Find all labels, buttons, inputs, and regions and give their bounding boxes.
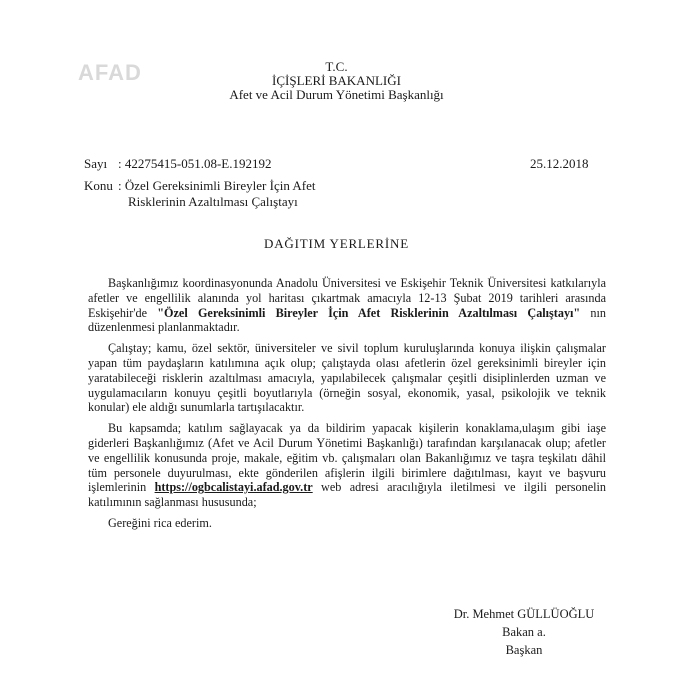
header-directorate: Afet ve Acil Durum Yönetimi Başkanlığı (229, 87, 444, 102)
sayi-value: : 42275415-051.08-E.192192 (118, 156, 272, 171)
konu-label: Konu (84, 178, 113, 193)
paragraph-1-text-a: Başkanlığımız koordinasyonunda Anadolu Üniversitesi ve Eskişehir Teknik Üniversitesi katkılarıyla afetler ve engellilik alanında yol haritası çıkartmak amacıyla 12-13 Şubat 2019 tarihleri arasında Eskişehir'de (88, 276, 606, 320)
paragraph-3-text-b: web adresi aracılığıyla iletilmesi ve ilgili personelin katılımının sağlanması hususunda; (88, 480, 607, 510)
document-date: 25.12.2018 (530, 156, 589, 171)
paragraph-2: Çalıştay; kamu, özel sektör, üniversiteler ve sivil toplum kuruluşlarında konuya ilişkin çalışmalar yapan tüm paydaşların katılımına açık olup; çalıştayda olası afetlerin özel gereksinimli bireyler için yaratabileceği risklerin azaltılması amacıyla, yapılabilecek çalışmalar çeşitli disiplinlerden uzman ve uygulamacıların konuyu çeşitli boyutlarıyla (örneğin sosyal, ekonomik, yasal, psikolojik ve teknik konular) ele aldığı sunumlarla tartışılacaktır. (88, 341, 606, 415)
registration-link[interactable]: https://ogbcalistayi.afad.gov.tr (154, 480, 313, 495)
header-tc: T.C. (325, 59, 348, 74)
header-ministry: İÇİŞLERİ BAKANLIĞI (272, 73, 401, 88)
konu-value-line2: Risklerinin Azaltılması Çalıştayı (128, 194, 298, 209)
paragraph-3 (88, 421, 606, 510)
paragraph-3-text-a: Bu kapsamda; katılım sağlayacak ya da bildirim yapacak kişilerin konaklama,ulaşım gibi iaşe giderleri Başkanlığımız (Afet ve Acil Durum Yönetimi Başkanlığı) tarafından karşılanacak olup; afetler ve engellilik konusunda proje, makale, eğitim vb. çalışmaları olan Bakanlığımız ve taşra teşkilatı dâhil tüm personele duyurulması, ekte gönderilen afişlerin ilgili birimlere dağıtılması, kayıt ve başvuru işlemlerinin (88, 421, 606, 495)
paragraph-1 (88, 276, 606, 335)
afad-logo: AFAD (78, 60, 142, 85)
recipients-heading: DAĞITIM YERLERİNE (264, 236, 409, 251)
signatory-on-behalf: Bakan a. (502, 625, 546, 639)
signatory-title: Başkan (505, 643, 543, 657)
sayi-label: Sayı (84, 156, 108, 171)
konu-value-line1: : Özel Gereksinimli Bireyler İçin Afet (118, 178, 316, 193)
paragraph-1-text-b: nın düzenlenmesi planlanmaktadır. (88, 305, 606, 335)
workshop-title: "Özel Gereksinimli Bireyler İçin Afet Risklerinin Azaltılması Çalıştayı" (157, 305, 581, 320)
closing-line: Gereğini rica ederim. (108, 515, 212, 530)
letter-body (88, 276, 606, 537)
signatory-name: Dr. Mehmet GÜLLÜOĞLU (453, 607, 595, 621)
